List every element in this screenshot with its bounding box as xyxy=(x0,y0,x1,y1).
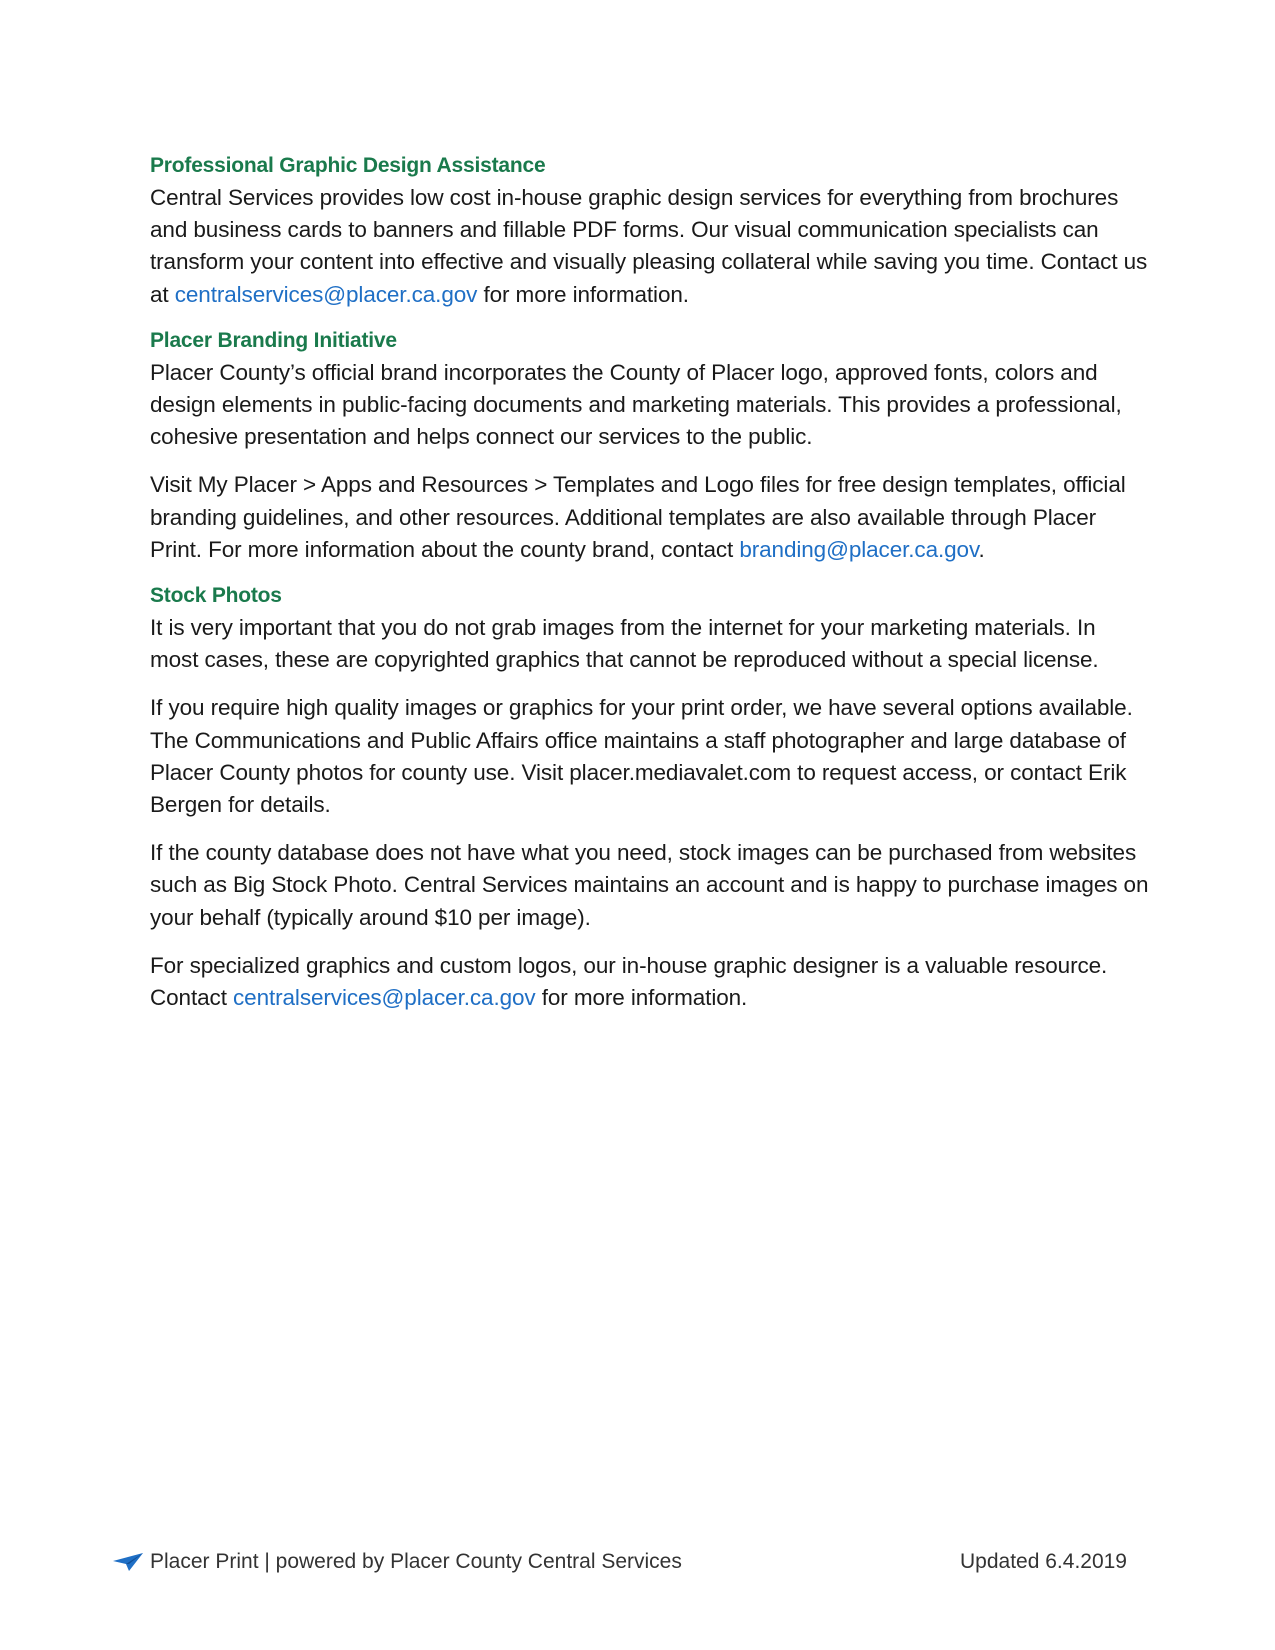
section-graphic-design xyxy=(150,150,1150,311)
paragraph xyxy=(150,469,1150,566)
section-heading: Placer Branding Initiative xyxy=(150,328,397,352)
paragraph xyxy=(150,950,1150,1014)
paragraph: If you require high quality images or graphics for your print order, we have several options available. The Communications and Public Affairs office maintains a staff photographer and large database of Placer County photos for county use. Visit placer.mediavalet.com to request access, or contact Erik Bergen for details. xyxy=(150,695,1133,818)
paragraph: It is very important that you do not grab images from the internet for your marketing materials. In most cases, these are copyrighted graphics that cannot be reproduced without a special license. xyxy=(150,615,1099,673)
paragraph-text: Central Services provides low cost in-house graphic design services for everything from brochures and business cards to banners and fillable PDF forms. Our visual communication specialists can transform your content into effective and visually pleasing collateral while saving you time. Contact us at xyxy=(150,185,1148,307)
email-link-centralservices[interactable]: centralservices@placer.ca.gov xyxy=(233,985,536,1011)
section-branding xyxy=(150,325,1150,566)
email-link-centralservices[interactable]: centralservices@placer.ca.gov xyxy=(174,281,478,307)
paragraph: Placer County’s official brand incorporates the County of Placer logo, approved fonts, colors and design elements in public-facing documents and marketing materials. This provides a professional, cohesive presentation and helps connect our services to the public. xyxy=(150,359,1122,450)
paper-plane-icon xyxy=(112,1552,144,1572)
section-stock-photos xyxy=(150,580,1150,1014)
document-body xyxy=(150,150,1150,1028)
page-footer xyxy=(112,1548,1127,1576)
paragraph: If the county database does not have what you need, stock images can be purchased from websites such as Big Stock Photo. Central Services maintains an account and is happy to purchase images on your behalf (typically around $10 per image). xyxy=(150,840,1149,930)
footer-updated-date: Updated 6.4.2019 xyxy=(960,1550,1127,1573)
section-heading: Stock Photos xyxy=(150,584,282,608)
section-heading: Professional Graphic Design Assistance xyxy=(150,154,546,177)
email-link-branding[interactable]: branding@placer.ca.gov xyxy=(739,536,979,562)
paragraph-text: . xyxy=(978,536,985,562)
paragraph xyxy=(150,182,1150,311)
footer-left-text: Placer Print | powered by Placer County Central Services xyxy=(150,1550,682,1573)
paragraph-text: for more information. xyxy=(535,985,748,1011)
paragraph-text: For specialized graphics and custom logos, our in-house graphic designer is a valuable resource. Contact xyxy=(150,952,1108,1011)
paragraph-text: for more information. xyxy=(477,281,689,307)
paragraph-text: Visit My Placer > Apps and Resources > Templates and Logo files for free design templates, official branding guidelines, and other resources. Additional templates are also available through Placer Print. For more information about the county brand, contact xyxy=(150,472,1126,562)
footer-brand xyxy=(112,1550,682,1574)
